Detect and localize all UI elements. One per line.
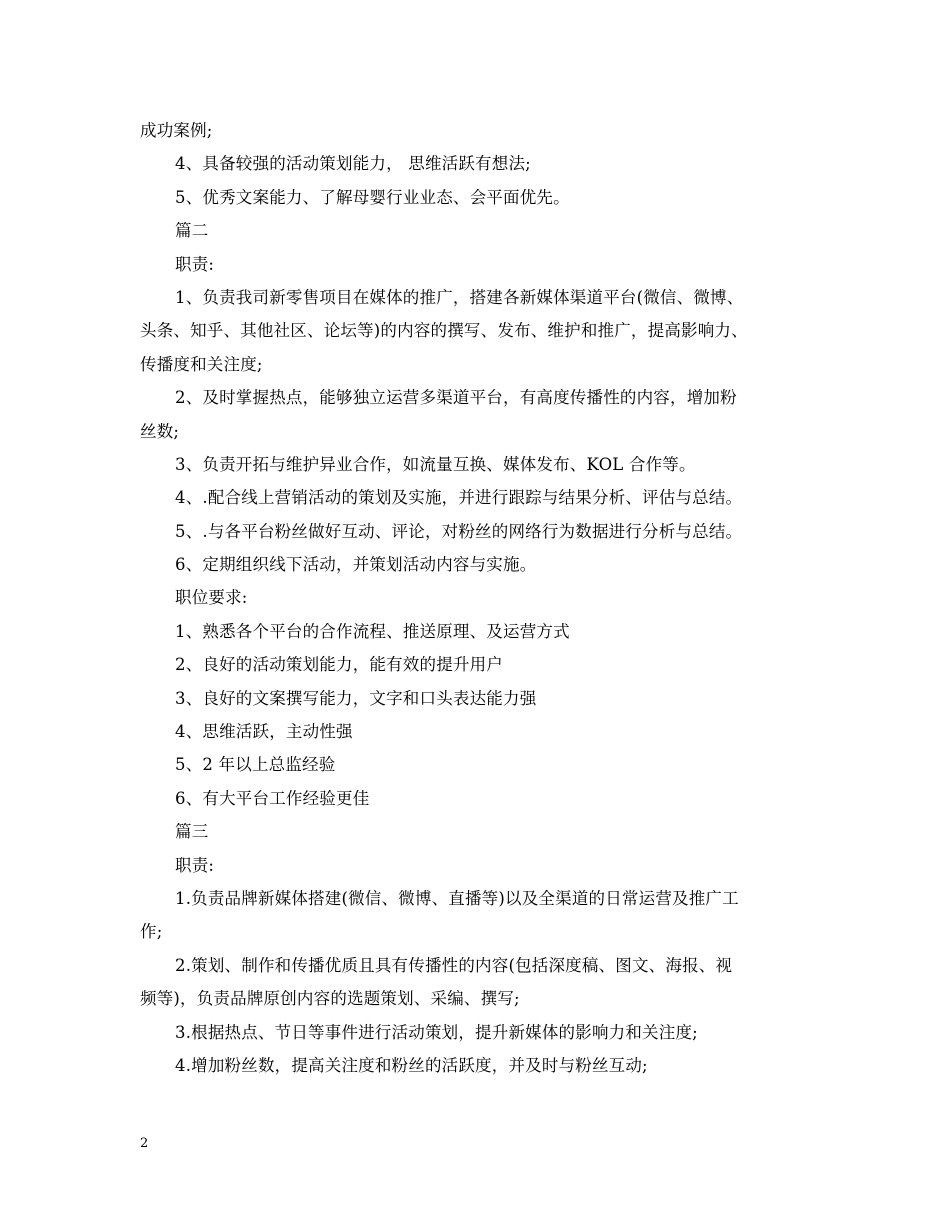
paragraph-line: 2、及时掌握热点，能够独立运营多渠道平台，有高度传播性的内容，增加粉 <box>175 388 737 408</box>
paragraph-line: 4.增加粉丝数，提高关注度和粉丝的活跃度，并及时与粉丝互动; <box>175 1055 648 1075</box>
paragraph-line: 1、负责我司新零售项目在媒体的推广，搭建各新媒体渠道平台(微信、微博、 <box>175 287 744 307</box>
paragraph-line: 频等)，负责品牌原创内容的选题策划、采编、撰写; <box>140 989 520 1009</box>
section-heading: 篇三 <box>175 822 209 842</box>
paragraph-line: 4、.配合线上营销活动的策划及实施，并进行跟踪与结果分析、评估与总结。 <box>175 488 743 508</box>
paragraph-line: 传播度和关注度; <box>140 354 263 374</box>
paragraph-line: 1.负责品牌新媒体搭建(微信、微博、直播等)以及全渠道的日常运营及推广工 <box>175 888 739 908</box>
paragraph-line: 头条、知乎、其他社区、论坛等)的内容的撰写、发布、维护和推广，提高影响力、 <box>140 321 748 341</box>
subsection-heading: 职位要求: <box>175 588 248 608</box>
paragraph-line: 4、具备较强的活动策划能力， 思维活跃有想法; <box>175 154 531 174</box>
paragraph-line: 2.策划、制作和传播优质且具有传播性的内容(包括深度稿、图文、海报、视 <box>175 955 733 975</box>
paragraph-line: 丝数; <box>140 421 180 441</box>
paragraph-line: 成功案例; <box>140 121 213 140</box>
paragraph-line: 3、良好的文案撰写能力，文字和口头表达能力强 <box>175 688 537 708</box>
paragraph-line: 3、负责开拓与维护异业合作，如流量互换、媒体发布、KOL 合作等。 <box>175 454 696 474</box>
paragraph-line: 3.根据热点、节日等事件进行活动策划，提升新媒体的影响力和关注度; <box>175 1022 698 1042</box>
paragraph-line: 作; <box>140 922 163 942</box>
paragraph-line: 1、熟悉各个平台的合作流程、推送原理、及运营方式 <box>175 621 570 641</box>
subsection-heading: 职责: <box>175 855 215 875</box>
paragraph-line: 5、优秀文案能力、了解母婴行业业态、会平面优先。 <box>175 187 570 207</box>
document-body <box>140 114 830 1082</box>
paragraph-line: 4、思维活跃，主动性强 <box>175 722 353 742</box>
paragraph-line: 6、有大平台工作经验更佳 <box>175 788 370 808</box>
subsection-heading: 职责: <box>175 254 215 274</box>
paragraph-line: 5、.与各平台粉丝做好互动、评论，对粉丝的网络行为数据进行分析与总结。 <box>175 521 743 541</box>
paragraph-line: 5、2 年以上总监经验 <box>175 755 336 775</box>
page-number: 2 <box>140 1136 149 1151</box>
paragraph-line: 2、良好的活动策划能力，能有效的提升用户 <box>175 655 503 675</box>
section-heading: 篇二 <box>175 221 209 241</box>
paragraph-line: 6、定期组织线下活动，并策划活动内容与实施。 <box>175 555 537 575</box>
